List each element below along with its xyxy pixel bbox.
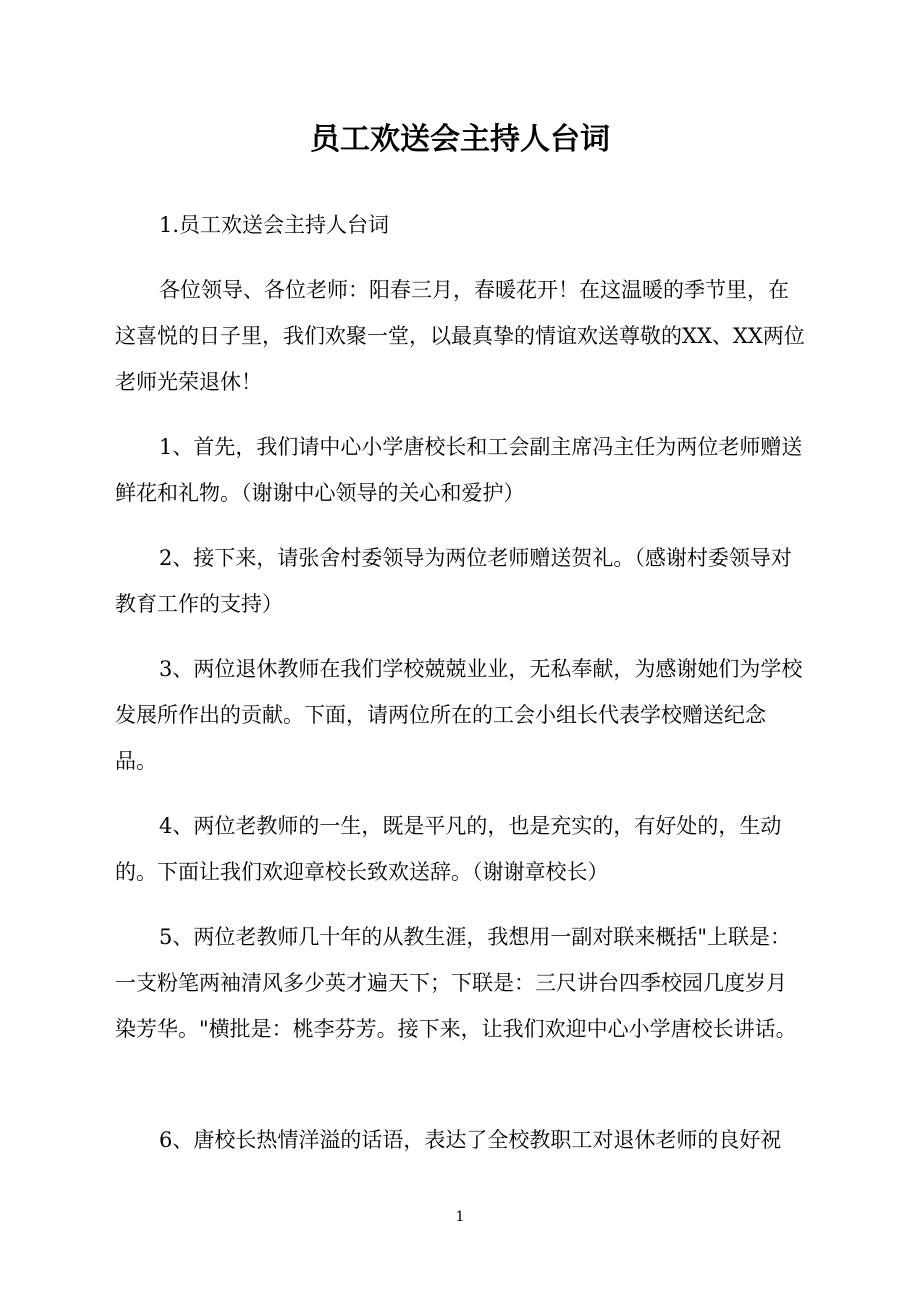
paragraph-item-3: 3、两位退休教师在我们学校兢兢业业，无私奉献，为感谢她们为学校发展所作出的贡献。下面，请两位所在的工会小组长代表学校赠送纪念品。 <box>115 657 803 773</box>
paragraph-greeting: 各位领导、各位老师：阳春三月，春暖花开！在这温暖的季节里，在这喜悦的日子里，我们欢聚一堂，以最真挚的情谊欢送尊敬的XX、XX两位老师光荣退休！ <box>115 278 805 394</box>
paragraph-item-2: 2、接下来，请张舍村委领导为两位老师赠送贺礼。（感谢村委领导对教育工作的支持） <box>115 546 792 616</box>
page-number: 1 <box>455 1209 465 1225</box>
paragraph-item-5: 5、两位老教师几十年的从教生涯，我想用一副对联来概括"上联是：一支粉笔两袖清风多少英才遍天下；下联是：三尺讲台四季校园几度岁月染芳华。"横批是：桃李芬芳。接下来，让我们欢迎中心小学唐校长讲话。 <box>115 925 797 1041</box>
section-heading: 1.员工欢送会主持人台词 <box>159 213 390 237</box>
document-title: 员工欢送会主持人台词 <box>310 122 610 157</box>
paragraph-item-6: 6、唐校长热情洋溢的话语，表达了全校教职工对退休老师的良好祝 <box>159 1128 782 1152</box>
paragraph-item-4: 4、两位老教师的一生，既是平凡的，也是充实的，有好处的，生动的。下面让我们欢迎章校长致欢送辞。（谢谢章校长） <box>115 814 782 884</box>
paragraph-item-1: 1、首先，我们请中心小学唐校长和工会副主席冯主任为两位老师赠送鲜花和礼物。（谢谢中心领导的关心和爱护） <box>115 435 803 505</box>
